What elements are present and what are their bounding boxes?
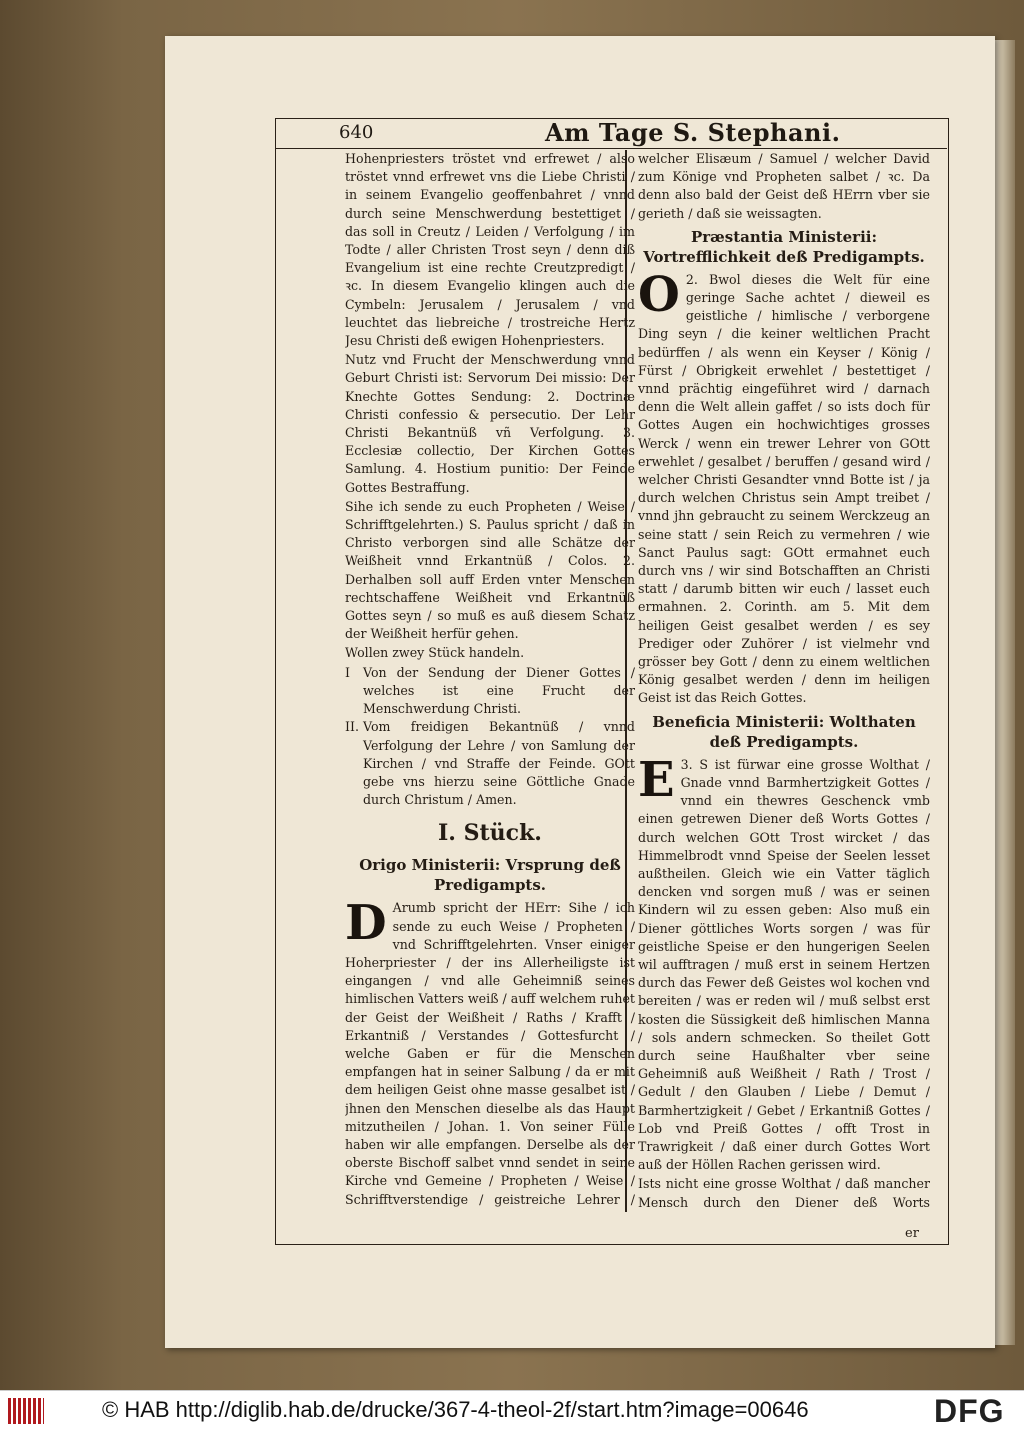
paragraph: Ists nicht eine grosse Wolthat / daß mancher Mensch durch den Diener deß Worts bbox=[638, 1176, 930, 1210]
list-item bbox=[345, 718, 635, 809]
list-number: II. bbox=[345, 719, 359, 735]
catchword: er bbox=[905, 1226, 919, 1241]
paragraph-text: S ist fürwar eine grosse Wolthat / Gnade vnnd Barmhertzigkeit Gottes / vnnd ein thewres Geschenck vmb einen getrewen Diener deß Worts Gottes / durch welchen GOtt Trost wircket / das Himmelbrodt vnnd Speise der Seelen lesset außtheilen. Gleich wie ein Vatter täglich dencken vnd sorgen muß / was er seinen Kindern wil zu essen geben: Also muß ein Diener göttliches Worts sorgen / was für geistliche Speise er den hungerigen Seelen wil aufftragen / muß erst in seinem Hertzen durch das Fewer deß Geistes wol kochen vnd bereiten / was er reden wil / muß selbst erst kosten die Süssigkeit deß himlischen Manna / sols andern schmecken. So theilet Gott durch seine Haußhalter vber seine Geheimniß auß Weißheit / Rath / Trost / Gedult / den Glauben / Liebe / Demut / Barmhertzigkeit / Gebet / Erkantniß Gottes / Lob vnd Preiß Gottes / offt Trost in Trawrigkeit / daß einer durch Gottes Wort auß der Höllen Rachen gerissen wird. bbox=[638, 756, 930, 1173]
drop-cap: D bbox=[345, 895, 387, 952]
hab-logo-icon bbox=[8, 1398, 44, 1424]
paragraph: Wollen zwey Stück handeln. bbox=[345, 645, 525, 661]
drop-cap: E bbox=[638, 751, 675, 808]
list-number: I bbox=[345, 664, 350, 680]
section-heading: Beneficia Ministerii: Wolthaten deß Predigampts. bbox=[652, 712, 916, 751]
list-item bbox=[345, 664, 635, 719]
left-column bbox=[345, 150, 635, 1210]
paragraph bbox=[638, 266, 930, 708]
paragraph bbox=[345, 895, 635, 1210]
section-heading: Præstantia Ministerii: Vortrefflichkeit deß Predigampts. bbox=[643, 227, 925, 266]
paragraph: Sihe ich sende zu euch Propheten / Weise / Schrifftgelehrten.) S. Paulus spricht / daß in Christo verborgen sind alle Schätze der Weißheit vnnd Erkantnüß / Colos. 2. Derhalben soll auff Erden vnter Menschen rechtschaffene Weißheit vnd Erkantnüß Gottes seyn / so muß es auß diesem Schatz der Weißheit herfür gehen. bbox=[345, 498, 635, 642]
running-title: Am Tage S. Stephani. bbox=[545, 118, 841, 147]
paragraph-number: 3. bbox=[680, 756, 693, 772]
section-title: I. Stück. bbox=[438, 820, 542, 847]
paragraph-text: Bwol dieses die Welt für eine geringe Sache achtet / dieweil es geistliche / himlische / verborgene Ding seyn / die keiner weltlichen Pracht bedürffen / als wenn ein Keyser / König / Fürst / Obrigkeit erwehlet / bestettiget / vnnd prächtig eingeführet wird / darnach denn die Welt allein gaffet / so ists doch für Gottes Augen ein hochwichtiges grosses Werck / wenn ein trewer Lehrer von GOtt erwehlet / gesalbet / beruffen / gesand wird / welcher Christi Gesandter vnnd Botte ist / ja durch welchen Christus sein Ampt treibet / vnnd jhn gebraucht zu seinem Werckzeug an seine statt / sein Reich zu vermehren / wie Sanct Paulus sagt: GOtt ermahnet euch durch vns / wir sind Botschafften an Christi statt / darumb bitten wir euch / lasset euch ermahnen. 2. Corinth. am 5. Mit dem heiligen Geist gesalbet werden / es sey Prediger oder Zuhörer / ist vielmehr vnd grösser bey Gott / denn zu einem weltlichen König gesalbet werden / denn im heiligen Geist ist das Reich Gottes. bbox=[638, 271, 930, 706]
list-text: Von der Sendung der Diener Gottes / welches ist eine Frucht der Menschwerdung Christi. bbox=[363, 664, 635, 717]
source-link[interactable]: © HAB http://diglib.hab.de/drucke/367-4-theol-2f/start.htm?image=00646 bbox=[102, 1397, 809, 1422]
section-heading: Origo Ministerii: Vrsprung deß Predigampts. bbox=[359, 856, 621, 895]
right-column bbox=[638, 150, 930, 1210]
dfg-logo: DFG bbox=[934, 1393, 1005, 1429]
drop-cap: O bbox=[638, 266, 680, 323]
paragraph: Nutz vnd Frucht der Menschwerdung vnnd Geburt Christi ist: Servorum Dei missio: Der Knechte Gottes Sendung: 2. Doctrinæ Christi confessio & persecutio. Der Lehr Christi Bekantnüß vñ Verfolgung. 3. Ecclesiæ collectio, Der Kirchen Gottes Samlung. 4. Hostium punitio: Der Feinde Gottes Bestraffung. bbox=[345, 352, 635, 495]
page-header bbox=[275, 118, 947, 149]
paragraph: welcher Elisæum / Samuel / welcher David zum Könige vnd Propheten salbet / ꝛc. Da denn also bald der Geist deß HErrn vber sie gerieth / daß sie weissagten. bbox=[638, 151, 930, 221]
footer-bar bbox=[0, 1390, 1024, 1430]
list-text: Vom freidigen Bekantnüß / vnnd Verfolgung der Lehre / von Samlung der Kirchen / vnd Straffe der Feinde. GOtt gebe vns hierzu seine Göttliche Gnade durch Christum / Amen. bbox=[363, 719, 635, 808]
paragraph-text: Arumb spricht der HErr: Sihe / ich sende zu euch Weise / Propheten / vnd Schrifftgelehrten. Vnser einiger Hoherpriester / der ins Allerheiligste ist eingangen / vnd alle Geheimniß seines himlischen Vatters weiß / auff welchem ruhet der Geist der Weißheit / Raths / Krafft / Erkantniß / Verstandes / Gottesfurcht / welche Gaben er für die Menschen empfangen hat in seiner Salbung / da er mit dem heiligen Geist ohne masse gesalbet ist / jhnen den Menschen dieselbe als das Haupt mitzutheilen / Johan. 1. Von seiner Fülle haben wir alle empfangen. Derselbe als der oberste Bischoff salbet vnnd sendet in seine Kirche vnd Gemeine / Propheten / Weise / Schrifftverstendige / geistreiche Lehrer / bbox=[345, 900, 635, 1207]
paragraph: Hohenpriesters tröstet vnd erfrewet / also tröstet vnnd erfrewet vns die Liebe Christi / in seinem Evangelio geoffenbahret / vnnd durch seine Menschwerdung bestettiget / das soll in Creutz / Leiden / Verfolgung / im Todte / aller Christen Trost seyn / denn diß Evangelium ist eine rechte Creutzpredigt / ꝛc. In diesem Evangelio klingen auch die Cymbeln: Jerusalem / Jerusalem / vnd leuchtet das liebreiche / trostreiche Hertz Jesu Christi deß ewigen Hohenpriesters. bbox=[345, 151, 635, 349]
paragraph bbox=[638, 751, 930, 1175]
paragraph-number: 2. bbox=[685, 271, 698, 287]
page-number: 640 bbox=[339, 122, 374, 143]
